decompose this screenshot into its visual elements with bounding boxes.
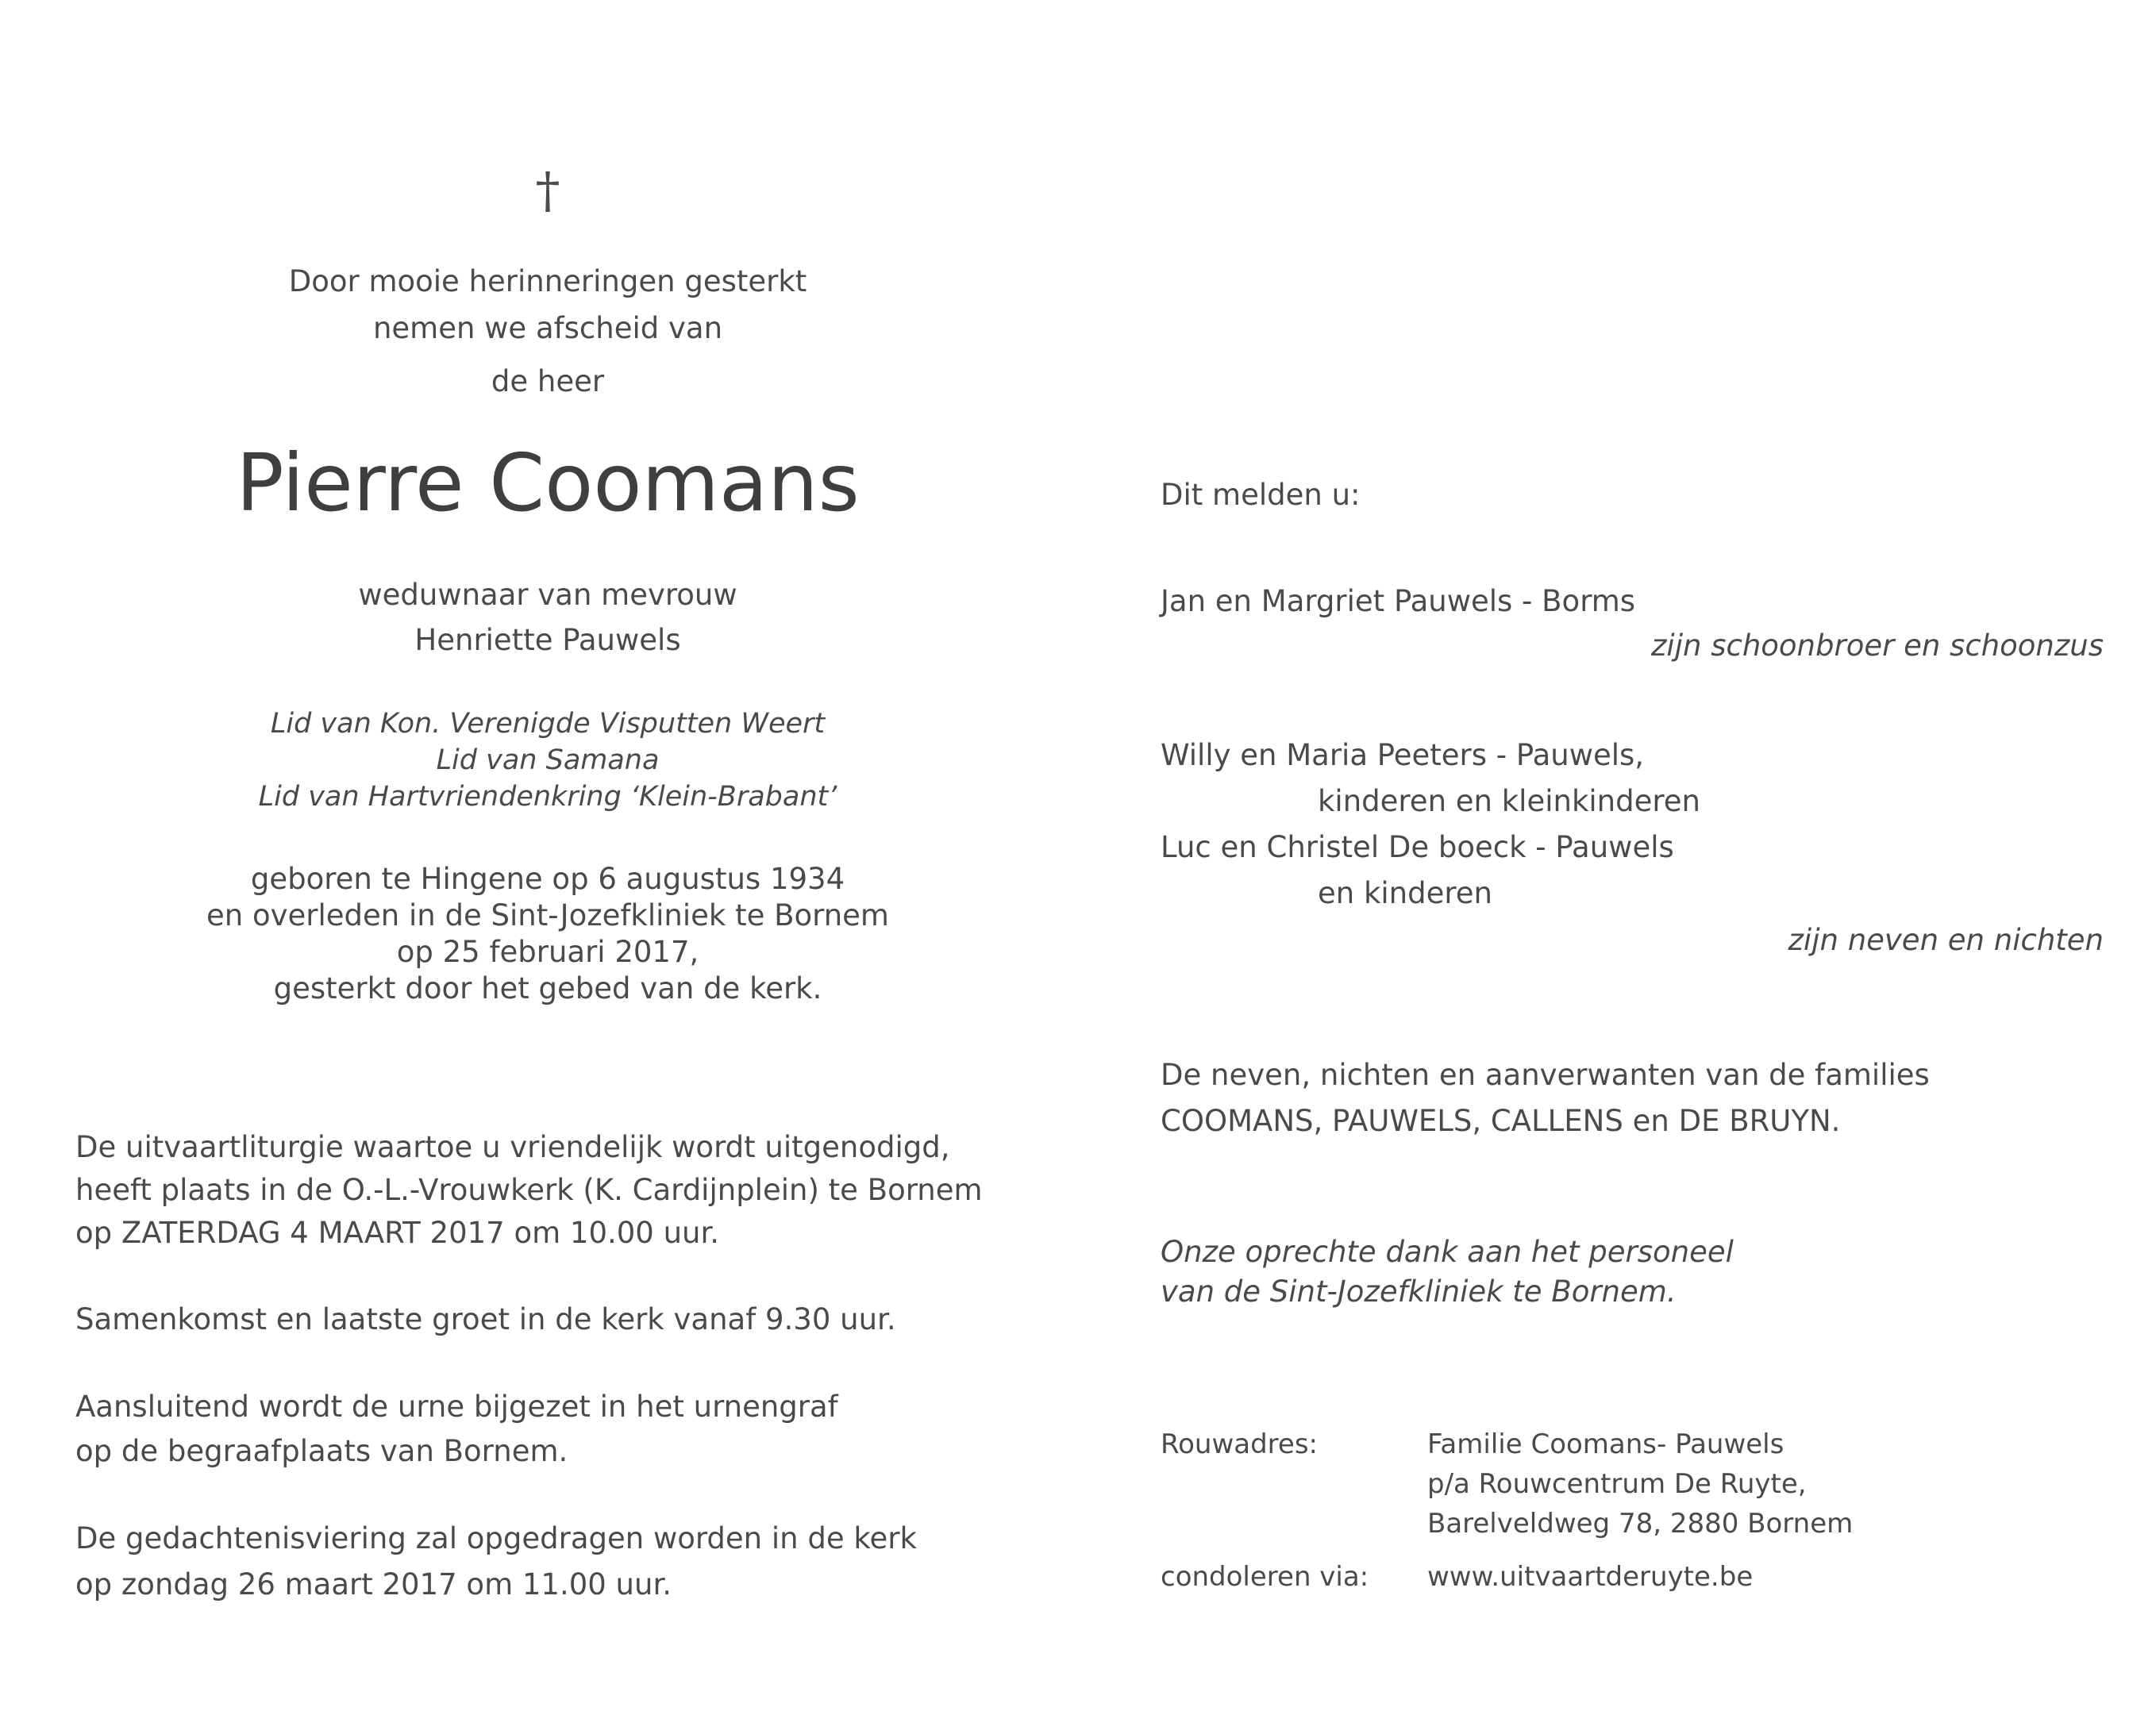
- funeral-line-1: De uitvaartliturgie waartoe u vriendelijk wordt uitgenodigd,: [75, 1130, 950, 1164]
- address-line-1: Familie Coomans- Pauwels: [1427, 1428, 1784, 1460]
- relatives-line-2: COOMANS, PAUWELS, CALLENS en DE BRUYN.: [1161, 1104, 1841, 1138]
- family2-line-4: en kinderen: [1318, 876, 1492, 910]
- strengthened-line: gesterkt door het gebed van de kerk.: [273, 971, 822, 1005]
- family2-line-3: Luc en Christel De boeck - Pauwels: [1161, 830, 1674, 864]
- memorial-line-2: op zondag 26 maart 2017 om 11.00 uur.: [75, 1567, 672, 1601]
- death-date: op 25 februari 2017,: [396, 935, 699, 969]
- intro-line-2: nemen we afscheid van: [372, 311, 723, 345]
- urn-line-1: Aansluitend wordt de urne bijgezet in het urnengraf: [75, 1390, 838, 1424]
- funeral-line-3: op ZATERDAG 4 MAART 2017 om 10.00 uur.: [75, 1216, 720, 1250]
- urn-line-2: op de begraafplaats van Bornem.: [75, 1434, 568, 1468]
- membership-2: Lid van Samana: [436, 744, 660, 776]
- thanks-line-2: van de Sint-Jozefkliniek te Bornem.: [1161, 1275, 1677, 1309]
- family1-relation: zijn schoonbroer en schoonzus: [1651, 629, 2104, 663]
- cross-icon: †: [535, 161, 560, 219]
- funeral-line-2: heeft plaats in de O.-L.-Vrouwkerk (K. Cardijnplein) te Bornem: [75, 1173, 983, 1207]
- memorial-line-1: De gedachtenisviering zal opgedragen worden in de kerk: [75, 1521, 917, 1555]
- address-label: Rouwadres:: [1161, 1428, 1318, 1460]
- deceased-name: Pierre Coomans: [236, 436, 860, 529]
- membership-1: Lid van Kon. Verenigde Visputten Weert: [270, 708, 826, 740]
- gathering-line: Samenkomst en laatste groet in de kerk vanaf 9.30 uur.: [75, 1302, 896, 1336]
- address-line-2: p/a Rouwcentrum De Ruyte,: [1427, 1468, 1807, 1500]
- relatives-line-1: De neven, nichten en aanverwanten van de families: [1161, 1058, 1930, 1092]
- condole-label: condoleren via:: [1161, 1561, 1369, 1593]
- thanks-line-1: Onze oprechte dank aan het personeel: [1161, 1235, 1734, 1269]
- condole-link[interactable]: www.uitvaartderuyte.be: [1427, 1561, 1754, 1593]
- announce-line: Dit melden u:: [1161, 478, 1361, 512]
- death-line: en overleden in de Sint-Jozefkliniek te Bornem: [206, 898, 889, 932]
- salutation: de heer: [491, 364, 605, 398]
- widower-line: weduwnaar van mevrouw: [358, 578, 737, 612]
- address-line-3: Barelveldweg 78, 2880 Bornem: [1427, 1508, 1854, 1540]
- membership-3: Lid van Hartvriendenkring ‘Klein-Brabant’: [258, 781, 837, 813]
- family2-line-1: Willy en Maria Peeters - Pauwels,: [1161, 738, 1645, 772]
- spouse-name: Henriette Pauwels: [414, 623, 681, 657]
- family2-relation: zijn neven en nichten: [1788, 923, 2104, 957]
- birth-line: geboren te Hingene op 6 augustus 1934: [250, 862, 845, 896]
- intro-line-1: Door mooie herinneringen gesterkt: [288, 264, 807, 298]
- family2-line-2: kinderen en kleinkinderen: [1318, 784, 1700, 818]
- family1-names: Jan en Margriet Pauwels - Borms: [1161, 584, 1636, 618]
